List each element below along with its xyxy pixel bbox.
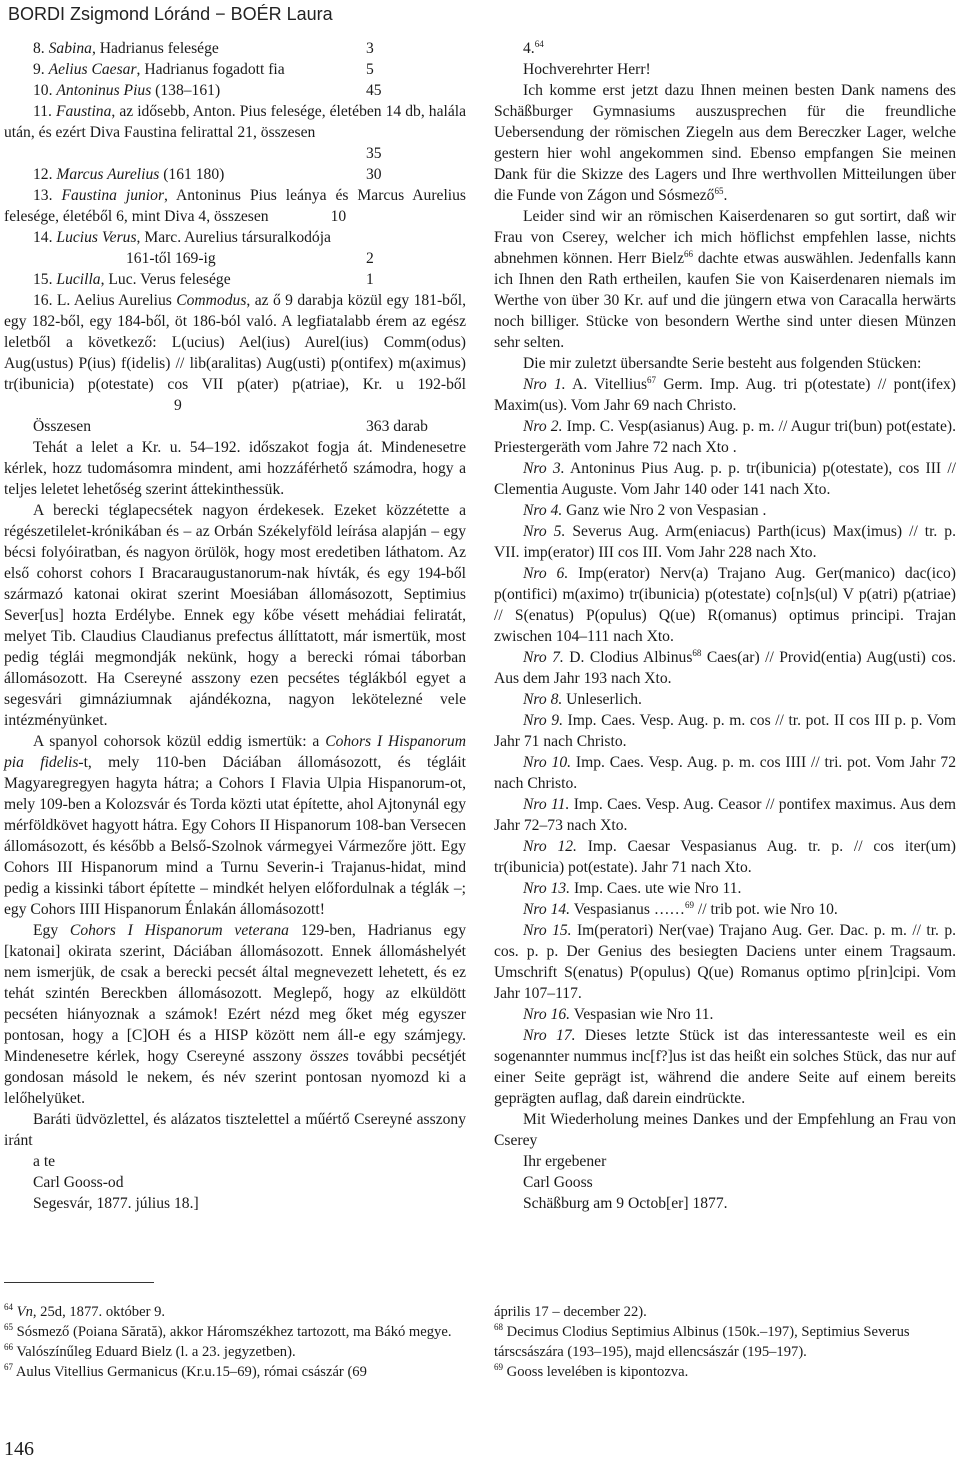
- list-item: 16. L. Aelius Aurelius Commodus, az ő 9 darabja közül egy 181-ből, egy 182-ből, egy 184-ből, öt 186-ból való. A legfiatalabb érem az egész leletből a következő: L(ucius) Ael(ius) Aurel(ius) Comm(odus) Aug(ustus) P(ius) f(idelis) // lib(aralitas) Aug(usti) p(ontifex) m(aximus) tr(ibunicia) p(otestate) cos VII p(ater) p(atriae), Kr. u 192-ből9: [4, 292, 466, 414]
- paragraph: Mit Wiederholung meines Dankes und der Empfehlung an Frau von Cserey: [494, 1111, 956, 1149]
- coin-entry: Nro 1. A. Vitellius$^{67}$ Germ. Imp. Aug. tri p(otestate) // pont(ifex) Maxim(us). Vom Jahr 69 nach Christo.: [494, 374, 956, 414]
- coin-entry: Nro 17. Dieses letzte Stück ist das interessanteste weil es ein sogenannter nummus inc[f?]us ist das heißt ein solches Stück, das nur auf einer Seite geprägt ist, während die andere Seite auf einem bereits geprägten auflag, daß darein eindrückte.: [494, 1027, 956, 1107]
- paragraph: A berecki téglapecsétek nagyon érdekesek. Ezeket közzétette a régészetilelet-krónikában és – az Orbán Székelyföld leírása alapján – egy bécsi folyóiratban, és nagyon örülök, hogy most eredetiben láthatom. Az első cohorst cohors I Bracaraugustanorum-nak hívták, és egy 194-ből származó katonai okirat szerint Moesiában állomásozott, Septimius Sever[us] hozta Erdélybe. Ennek egy kőbe vésett mehádiai feliratát, melyet Tib. Claudius Claudianus prefectus állíttatott, már ismertük, most pedig téglái megmondják nekünk, hogy a berecki római táborban állomásozott. Ha Csereyné asszony ezen pecsétes téglákból egyet a segesvári gimnáziumnak ajándékozna, nagyon lekötelezné vele intézményünket.: [4, 502, 466, 729]
- paragraph: Die mir zuletzt übersandte Serie besteht aus folgenden Stücken:: [523, 355, 922, 372]
- list-item: 10. Antoninus Pius (138–161) 45: [33, 82, 382, 99]
- coin-entry: Nro 14. Vespasianus ……$^{69}$ // trib pot. wie Nro 10.: [523, 899, 838, 918]
- list-item: 15. Lucilla, Luc. Verus felesége 1: [33, 271, 374, 288]
- coin-entry: Nro 11. Imp. Caes. Vesp. Aug. Ceasor // pontifex maximus. Aus dem Jahr 72–73 nach Xto.: [494, 796, 956, 834]
- footnote: $^{66}$ Valószínűleg Eduard Bielz (l. a 23. jegyzetben).: [4, 1342, 296, 1360]
- right-column: [494, 38, 956, 1214]
- coin-entry: Nro 7. D. Clodius Albinus$^{68}$ Caes(ar) // Provid(entia) Aug(usti) cos. Aus dem Jahr 193 nach Xto.: [494, 647, 957, 687]
- coin-entry: Nro 2. Imp. C. Vesp(asianus) Aug. p. m. // Augur tri(bun) pot(estate). Priestergeräth vom Jahre 72 nach Xto .: [494, 418, 956, 456]
- coin-entry: Nro 4. Ganz wie Nro 2 von Vespasian .: [523, 502, 767, 519]
- footnote: $^{64}$ Vn, 25d, 1877. október 9.: [4, 1302, 166, 1320]
- coin-entry: Nro 6. Imp(erator) Nerv(a) Trajano Aug. Ger(manico) dac(ico) p(ontifici) m(aximo) tr(ibunicia) p(otestate) co[n]s(ul) V p(atri) p(atriae) // S(enatus) P(opulus) Q(ue) R(omanus) optimus principi. Trajan zwischen 104–111 nach Xto.: [494, 565, 956, 645]
- footnotes-right: [494, 1302, 956, 1382]
- total-row: Összesen 363 darab: [33, 418, 428, 435]
- coin-entry: Nro 9. Imp. Caes. Vesp. Aug. p. m. cos // tr. pot. II cos III p. p. Vom Jahr 71 nach Christo.: [494, 712, 956, 750]
- footnote: $^{67}$ Aulus Vitellius Germanicus (Kr.u.15–69), római császár (69: [4, 1362, 367, 1380]
- footnote: $^{68}$ Decimus Clodius Septimius Albinus (150k.–197), Septimius Severus társcsászára (193–195), majd ellencsászár (195–197).: [494, 1322, 910, 1360]
- page-number: 146: [4, 1438, 34, 1460]
- salutation: Hochverehrter Herr!: [523, 61, 651, 78]
- list-item: 8. Sabina, Hadrianus felesége 3: [33, 40, 374, 57]
- coin-entry: Nro 13. Imp. Caes. ute wie Nro 11.: [523, 880, 742, 897]
- running-head: BORDI Zsigmond Lóránd − BOÉR Laura: [8, 4, 333, 24]
- list-item-total: 35: [366, 145, 382, 162]
- coin-entry: Nro 16. Vespasian wie Nro 11.: [523, 1006, 714, 1023]
- paragraph: Ich komme erst jetzt dazu Ihnen meinen besten Dank namens des Schäßburger Gymnasiums auszusprechen für die freundliche Uebersendung der römischen Ziegeln aus dem Bereczker Lager, welche gestern hier wohl angekommen sind. Ebenso empfangen Sie meinen Dank für die Skizze des Lagers und Ihre werthvollen Mitteilungen über die Funde von Zágon und Sósmező$^{65}$.: [494, 82, 956, 204]
- list-item: 11. Faustina, az idősebb, Anton. Pius felesége, életében 14 db, halála után, és ezért Diva Faustina felirattal 21, összesen: [4, 103, 467, 141]
- date-line: Segesvár, 1877. július 18.]: [33, 1195, 199, 1212]
- coin-entry: Nro 12. Imp. Caesar Vespasianus Aug. tr. p. // cos iter(um) tr(ibunicia) pot(estate). Jahr 71 nach Xto.: [494, 838, 956, 876]
- footnote-rule: [4, 1282, 154, 1283]
- paragraph: Tehát a lelet a Kr. u. 54–192. időszakot fogja át. Mindenesetre kérlek, hozz tudomásomra mindent, ami hozzáférhető számodra, hogy a teljes leletet lehetőség szerint áttekinthessük.: [4, 439, 466, 498]
- list-item: 14. Lucius Verus, Marc. Aurelius társuralkodója: [33, 229, 331, 246]
- list-item: 12. Marcus Aurelius (161 180) 30: [33, 166, 382, 183]
- coin-entry: Nro 5. Severus Aug. Arm(eniacus) Parth(icus) Max(imus) // tr. p. VII. imp(erator) III cos III. Vom Jahr 228 nach Xto.: [494, 523, 956, 561]
- footnotes-left: [4, 1302, 466, 1382]
- list-item: 13. Faustina junior, Antoninus Pius leánya és Marcus Aurelius felesége, életéből 6, mint Diva 4, összesen 10: [4, 187, 467, 225]
- footnote: $^{69}$ Gooss levelében is kipontozva.: [494, 1362, 689, 1380]
- footnote: április 17 – december 22).: [494, 1304, 647, 1320]
- coin-entry: Nro 8. Unleserlich.: [523, 691, 642, 708]
- signature: Carl Gooss: [523, 1174, 593, 1191]
- coin-entry: Nro 15. Im(peratori) Ner(vae) Trajano Aug. Ger. Dac. p. m. // tr. p. cos. p. p. Der Genius des besiegten Daciens unter einem Tragsaum. Umschrift S(enatus) P(opulus) Q(ue) Romanus optimo p[rin]cipi. Vom Jahr 107–117.: [494, 922, 957, 1002]
- closing-line: a te: [33, 1153, 56, 1170]
- signature: Carl Gooss-od: [33, 1174, 124, 1191]
- letter-number: 4.64: [523, 38, 544, 57]
- footnote: $^{65}$ Sósmező (Poiana Sărată), akkor Háromszékhez tartozott, ma Bákó megye.: [4, 1322, 452, 1340]
- coin-entries: [494, 374, 956, 1109]
- coin-entry: Nro 3. Antoninus Pius Aug. p. p. tr(ibunicia) p(otestate), cos III // Clementia Auguste. Vom Jahr 140 oder 141 nach Xto.: [494, 460, 956, 498]
- coin-entry: Nro 10. Imp. Caes. Vesp. Aug. p. m. cos IIII // tri. pot. Vom Jahr 72 nach Christo.: [494, 754, 956, 792]
- paragraph: Leider sind wir an römischen Kaiserdenaren so gut sortirt, daß wir Frau von Cserey, welcher ich mich höflichst empfehlen lasse, nichts abnehmen können. Herr Bielz$^{66}$ dachte etwas auswählen. Jedenfalls kann ich Ihnen den Rath ertheilen, kaufen Sie von Kaiserdenaren niemals im Werthe von über 30 Kr. auf und die jüngern etwa von Caracalla herwärts noch billiger. Stücke von besondern Werthe sind unter diesen Münzen sehr selten.: [494, 208, 956, 351]
- coin-list: [4, 38, 466, 101]
- left-column: [4, 38, 466, 1214]
- date-line: Schäßburg am 9 Octob[er] 1877.: [523, 1195, 728, 1212]
- closing-line: Ihr ergebener: [523, 1153, 607, 1170]
- list-item: 9. Aelius Caesar, Hadrianus fogadott fia 5: [33, 61, 374, 78]
- paragraph: Baráti üdvözlettel, és alázatos tisztelettel a műértő Csereyné asszony iránt: [4, 1111, 466, 1149]
- paragraph: A spanyol cohorsok közül eddig ismertük: a Cohors I Hispanorum pia fidelis-t, mely 110-ben Dáciában állomásozott, és tégláit Magyaregregyen hagyta hátra; a Cohors I Flavia Ulpia Hispanorum-ot, mely 109-ben a Kolozsvár és Torda közti utat építette, ahol Ajtonynál egy mérföldkövet hagyott hátra. Egy Cohors II Hispanorum 108-ban Versecen állomásozott, és később a Belső-Szolnok vármegyei Vármezőre jött. Egy Cohors III Hispanorum mind a Turnu Severin-i Trajanus-hidat, mind pedig a kissinki tábort építette – mindkét helyen előfordulnak a téglák –; egy Cohors IIII Hispanorum Énlakán állomásozott!: [4, 733, 466, 918]
- paragraph: Egy Cohors I Hispanorum veterana 129-ben, Hadrianus egy [katonai] okirata szerint, Dáciában állomásozott. Ennek állomáshelyét nem ismerjük, de csak a berecki pecsét által megnevezett lehetett, és ez tehát szintén Bereckben állomásozott. Meglepő, hogy az elküldött pecséten hiányoznak a számok! Ezért nézd meg őket még egyszer pontosan, hogy a [C]OH és a HISP között nem áll-e egy számjegy. Mindenesetre kérlek, hogy Csereyné asszony összes további pecsétjét gondosan másold le nekem, és név szerint pontosan nyomozd ki a lelőhelyüket.: [4, 922, 466, 1107]
- list-item-line: 161-től 169-ig 2: [126, 250, 374, 267]
